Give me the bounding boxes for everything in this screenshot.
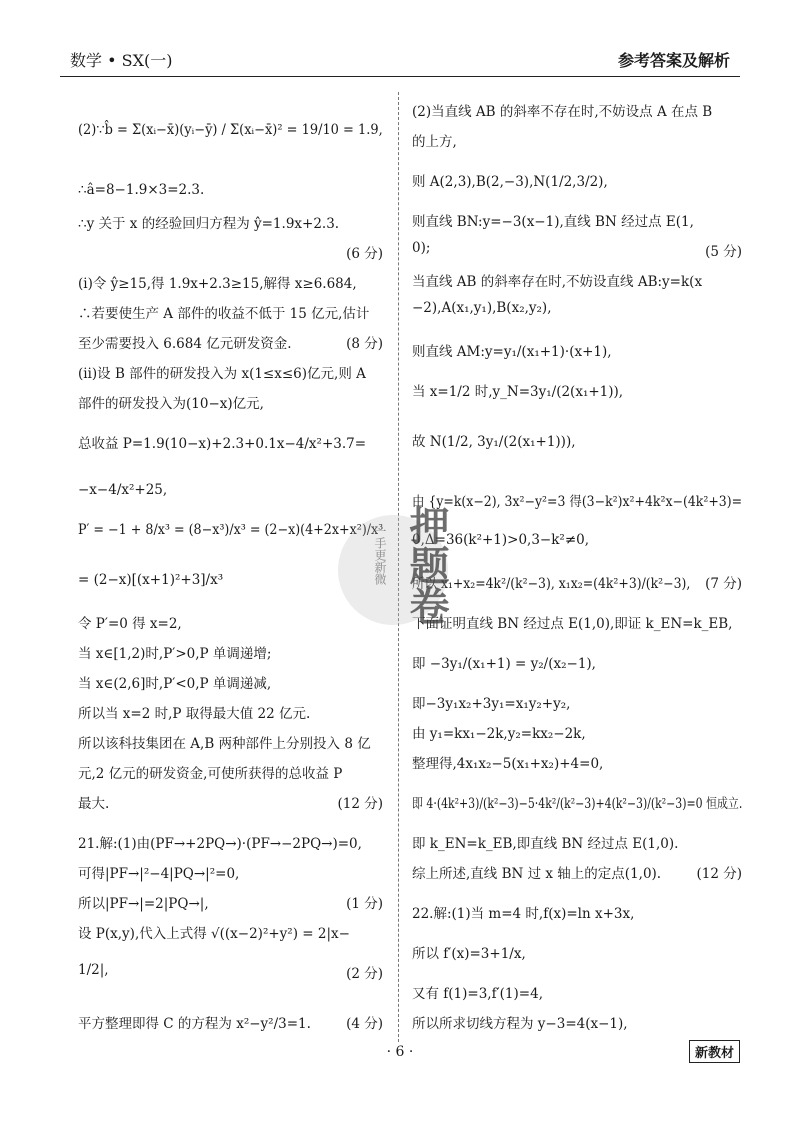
left-column-line: 至少需要投入 6.684 亿元研发资金.: [78, 336, 292, 352]
score-mark: (12 分): [337, 796, 383, 812]
subject-label: 数学 • SX(一): [70, 51, 173, 70]
header-rule: [60, 76, 740, 77]
page-number: · 6 ·: [386, 1044, 414, 1060]
watermark-main-text: 押题卷: [403, 505, 449, 625]
left-column-line: 所以该科技集团在 A,B 两种部件上分别投入 8 亿: [78, 736, 371, 752]
left-column-line: (2)∵b̂ = Σ(xᵢ−x̄)(yᵢ−ȳ) / Σ(xᵢ−x̄)² = 19/10 = 1.9,: [78, 122, 383, 138]
right-column-line: 由 {y=k(x−2), 3x²−y²=3 得(3−k²)x²+4k²x−(4k²+3)=: [412, 494, 743, 510]
left-column-line: P′ = −1 + 8/x³ = (8−x³)/x³ = (2−x)(4+2x+x²)/x³: [78, 522, 384, 538]
left-column-line: −x−4/x²+25,: [78, 482, 168, 498]
watermark-small-text: 一手更新微: [373, 525, 387, 585]
left-column-line: 总收益 P=1.9(10−x)+2.3+0.1x−4/x²+3.7=: [78, 436, 367, 452]
score-mark: (6 分): [346, 246, 383, 262]
right-column-line: 则 A(2,3),B(2,−3),N(1/2,3/2),: [412, 174, 608, 190]
left-column-line: 21.解:(1)由(PF→+2PQ→)·(PF→−2PQ→)=0,: [78, 836, 362, 852]
right-column-line: 0);: [412, 240, 431, 256]
left-column-line: 1/2|,: [78, 962, 109, 978]
score-mark: (5 分): [705, 244, 742, 260]
page-header: [60, 48, 740, 72]
right-column-line: 由 y₁=kx₁−2k,y₂=kx₂−2k,: [412, 726, 586, 742]
score-mark: (1 分): [346, 896, 383, 912]
section-title: 参考答案及解析: [617, 51, 730, 70]
right-column-line: 综上所述,直线 BN 过 x 轴上的定点(1,0).: [412, 866, 662, 882]
left-column-line: 部件的研发投入为(10−x)亿元,: [78, 396, 264, 412]
left-column-line: (ⅱ)设 B 部件的研发投入为 x(1≤x≤6)亿元,则 A: [78, 366, 366, 382]
right-column-line: −2),A(x₁,y₁),B(x₂,y₂),: [412, 300, 552, 316]
right-column-line: 即−3y₁x₂+3y₁=x₁y₂+y₂,: [412, 696, 571, 712]
right-column-line: 则直线 BN:y=−3(x−1),直线 BN 经过点 E(1,: [412, 214, 694, 230]
left-column-line: 当 x∈(2,6]时,P′<0,P 单调递减,: [78, 676, 272, 692]
left-column-line: 最大.: [78, 796, 110, 812]
right-column-line: 当直线 AB 的斜率存在时,不妨设直线 AB:y=k(x: [412, 274, 703, 290]
right-column-line: 即 4·(4k²+3)/(k²−3)−5·4k²/(k²−3)+4(k²−3)/(k²−3)=0 恒成立.: [412, 796, 743, 812]
right-column-line: 所以 x₁+x₂=4k²/(k²−3), x₁x₂=(4k²+3)/(k²−3),: [412, 576, 691, 592]
left-column-line: 当 x∈[1,2)时,P′>0,P 单调递增;: [78, 646, 272, 662]
right-column-line: 所以 f′(x)=3+1/x,: [412, 946, 526, 962]
left-column-line: 可得|PF→|²−4|PQ→|²=0,: [78, 866, 240, 882]
right-column-line: 故 N(1/2, 3y₁/(2(x₁+1))),: [412, 434, 576, 450]
right-column-line: 当 x=1/2 时,y_N=3y₁/(2(x₁+1)),: [412, 384, 624, 400]
column-divider: [398, 92, 399, 1042]
right-column-line: 整理得,4x₁x₂−5(x₁+x₂)+4=0,: [412, 756, 604, 772]
left-column-line: (ⅰ)令 ŷ≥15,得 1.9x+2.3≥15,解得 x≥6.684,: [78, 276, 357, 292]
right-column-line: 即 −3y₁/(x₁+1) = y₂/(x₂−1),: [412, 656, 596, 672]
right-column-line: 的上方,: [412, 134, 457, 150]
score-mark: (7 分): [705, 576, 742, 592]
left-column-line: 设 P(x,y),代入上式得 √((x−2)²+y²) = 2|x−: [78, 926, 350, 942]
score-mark: (12 分): [696, 866, 742, 882]
right-column-line: 所以所求切线方程为 y−3=4(x−1),: [412, 1016, 628, 1032]
edition-tag: 新教材: [689, 1040, 740, 1063]
left-column-line: 令 P′=0 得 x=2,: [78, 616, 182, 632]
right-column-line: 又有 f(1)=3,f′(1)=4,: [412, 986, 543, 1002]
right-column-line: 22.解:(1)当 m=4 时,f(x)=ln x+3x,: [412, 906, 635, 922]
score-mark: (2 分): [346, 966, 383, 982]
left-column-line: ∴y 关于 x 的经验回归方程为 ŷ=1.9x+2.3.: [78, 216, 340, 232]
right-column-line: 则直线 AM:y=y₁/(x₁+1)·(x+1),: [412, 344, 612, 360]
score-mark: (8 分): [346, 336, 383, 352]
left-column-line: 平方整理即得 C 的方程为 x²−y²/3=1.: [78, 1016, 311, 1032]
left-column-line: ∴â=8−1.9×3=2.3.: [78, 182, 205, 198]
left-column-line: 所以当 x=2 时,P 取得最大值 22 亿元.: [78, 706, 311, 722]
left-column-line: 元,2 亿元的研发资金,可使所获得的总收益 P: [78, 766, 343, 782]
left-column-line: ∴若要使生产 A 部件的收益不低于 15 亿元,估计: [78, 306, 370, 322]
score-mark: (4 分): [346, 1016, 383, 1032]
right-column-line: 下面证明直线 BN 经过点 E(1,0),即证 k_EN=k_EB,: [412, 616, 733, 632]
left-column-line: 所以|PF→|=2|PQ→|,: [78, 896, 209, 912]
left-column-line: = (2−x)[(x+1)²+3]/x³: [78, 572, 224, 588]
right-column-line: 0,Δ=36(k²+1)>0,3−k²≠0,: [412, 532, 590, 548]
right-column-line: (2)当直线 AB 的斜率不存在时,不妨设点 A 在点 B: [412, 104, 713, 120]
right-column-line: 即 k_EN=k_EB,即直线 BN 经过点 E(1,0).: [412, 836, 679, 852]
